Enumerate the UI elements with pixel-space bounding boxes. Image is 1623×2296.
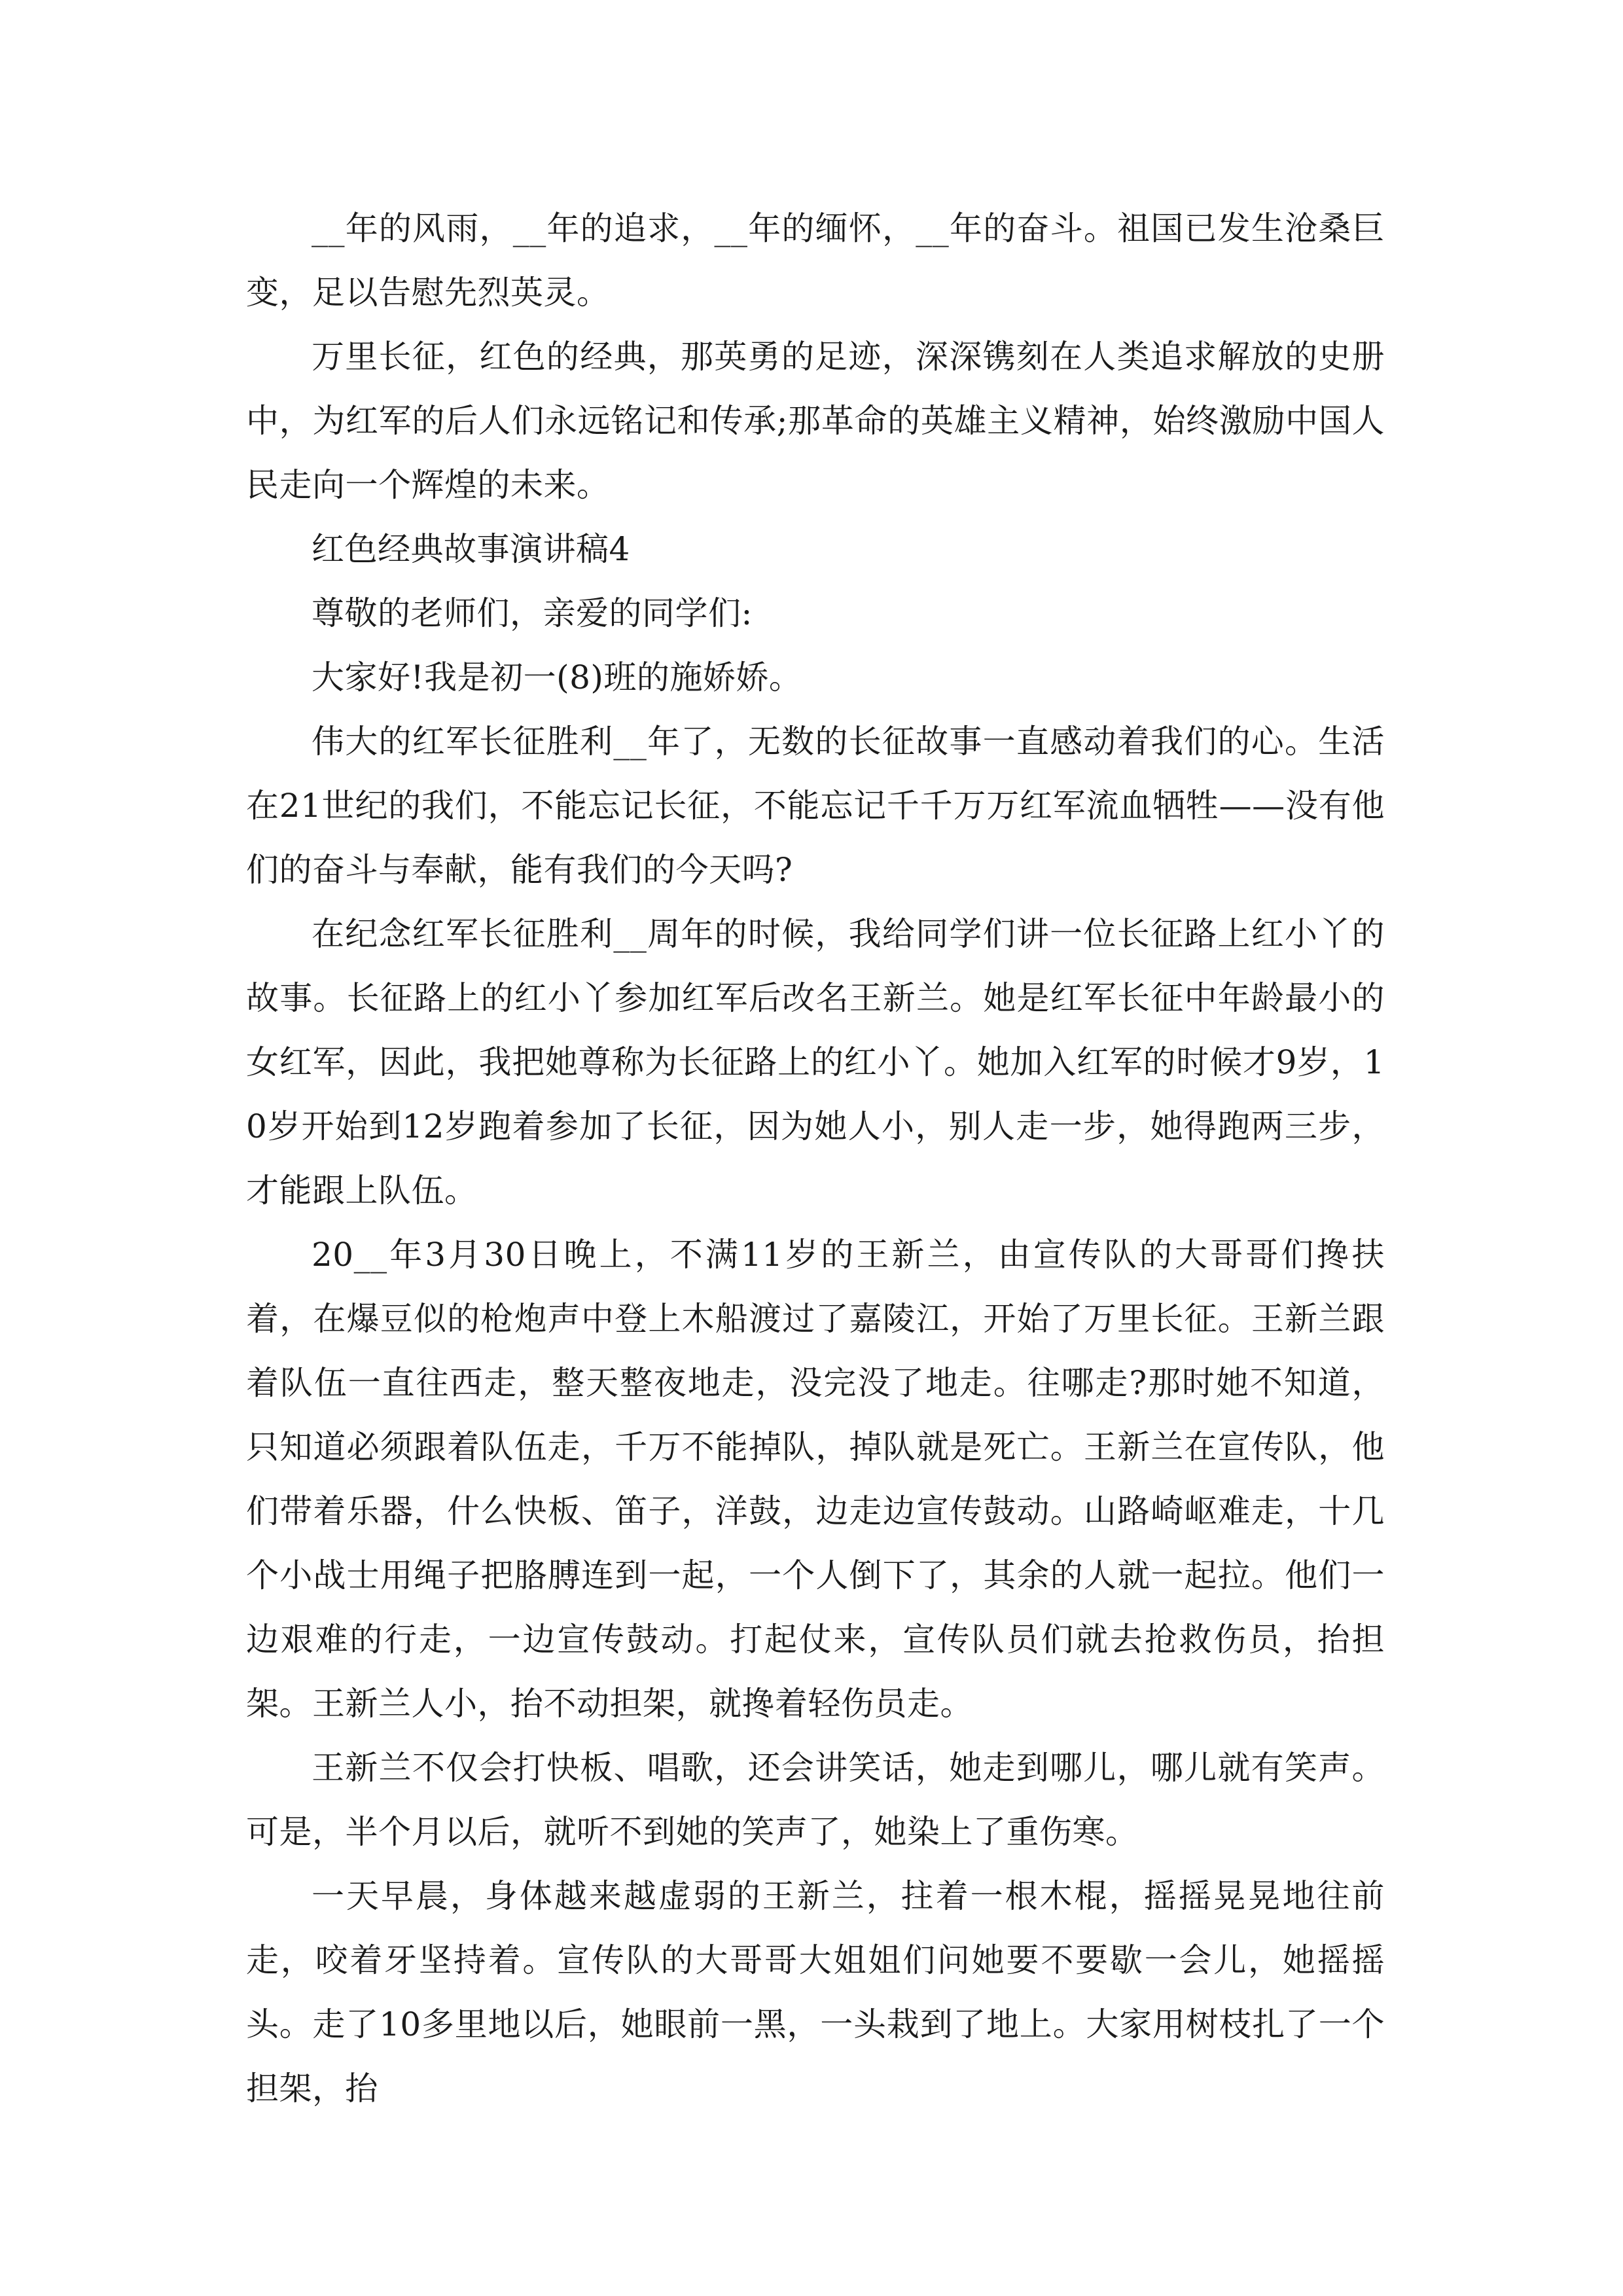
document-body: [246, 196, 1385, 2121]
paragraph: 一天早晨，身体越来越虚弱的王新兰，拄着一根木棍，摇摇晃晃地往前走，咬着牙坚持着。宣传队的大哥哥大姐姐们问她要不要歇一会儿，她摇摇头。走了10多里地以后，她眼前一黑，一头栽到了地上。大家用树枝扎了一个担架，抬: [246, 1877, 1385, 2108]
salutation: 尊敬的老师们，亲爱的同学们:: [312, 594, 753, 632]
paragraph: 在纪念红军长征胜利__周年的时候，我给同学们讲一位长征路上红小丫的故事。长征路上的红小丫参加红军后改名王新兰。她是红军长征中年龄最小的女红军，因此，我把她尊称为长征路上的红小丫。她加入红军的时候才9岁，10岁开始到12岁跑着参加了长征，因为她人小，别人走一步，她得跑两三步，才能跟上队伍。: [246, 915, 1385, 1210]
paragraph: 伟大的红军长征胜利__年了，无数的长征故事一直感动着我们的心。生活在21世纪的我们，不能忘记长征，不能忘记千千万万红军流血牺牲——没有他们的奋斗与奉献，能有我们的今天吗?: [246, 723, 1385, 889]
greeting: 大家好!我是初一(8)班的施娇娇。: [312, 658, 802, 696]
section-heading: 红色经典故事演讲稿4: [312, 530, 630, 568]
paragraph: __年的风雨，__年的追求，__年的缅怀，__年的奋斗。祖国已发生沧桑巨变，足以告慰先烈英灵。: [246, 209, 1385, 312]
paragraph: 20__年3月30日晚上，不满11岁的王新兰，由宣传队的大哥哥们搀扶着，在爆豆似的枪炮声中登上木船渡过了嘉陵江，开始了万里长征。王新兰跟着队伍一直往西走，整天整夜地走，没完没了地走。往哪走?那时她不知道，只知道必须跟着队伍走，千万不能掉队，掉队就是死亡。王新兰在宣传队，他们带着乐器，什么快板、笛子，洋鼓，边走边宣传鼓动。山路崎岖难走，十几个小战士用绳子把胳膊连到一起，一个人倒下了，其余的人就一起拉。他们一边艰难的行走，一边宣传鼓动。打起仗来，宣传队员们就去抢救伤员，抬担架。王新兰人小，抬不动担架，就搀着轻伤员走。: [246, 1236, 1385, 1723]
paragraph: 王新兰不仅会打快板、唱歌，还会讲笑话，她走到哪儿，哪儿就有笑声。可是，半个月以后，就听不到她的笑声了，她染上了重伤寒。: [246, 1749, 1385, 1851]
paragraph: 万里长征，红色的经典，那英勇的足迹，深深镌刻在人类追求解放的史册中，为红军的后人们永远铭记和传承;那革命的英雄主义精神，始终激励中国人民走向一个辉煌的未来。: [246, 338, 1385, 504]
